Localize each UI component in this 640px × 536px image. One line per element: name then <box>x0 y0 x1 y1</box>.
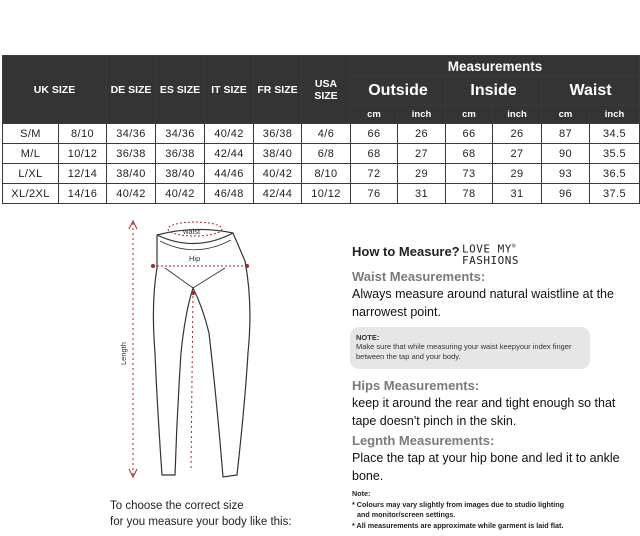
unit-header: cm <box>542 106 590 124</box>
table-cell: 93 <box>542 164 590 184</box>
fr-size-header: FR SIZE <box>254 56 302 124</box>
unit-header: cm <box>446 106 493 124</box>
table-cell: 14/16 <box>59 184 107 204</box>
length-label: Length <box>119 342 128 365</box>
unit-header: cm <box>351 106 398 124</box>
usa-size-header: USA SIZE <box>302 56 351 124</box>
table-cell: 44/46 <box>205 164 254 184</box>
table-cell: 68 <box>446 144 493 164</box>
table-cell: 37.5 <box>590 184 640 204</box>
footnote-line-2: and monitor/screen settings. <box>357 510 456 519</box>
table-cell: 42/44 <box>254 184 302 204</box>
header-row-top <box>3 56 640 77</box>
table-cell: 36/38 <box>254 124 302 144</box>
table-cell: 35.5 <box>590 144 640 164</box>
table-cell: 38/40 <box>156 164 205 184</box>
caption-line-1: To choose the correct size <box>110 500 244 512</box>
table-cell: 26 <box>398 124 446 144</box>
table-cell: 27 <box>493 144 542 164</box>
table-cell: 4/6 <box>302 124 351 144</box>
table-cell: 68 <box>351 144 398 164</box>
table-cell: 73 <box>446 164 493 184</box>
footnote <box>352 489 637 531</box>
table-cell: 66 <box>351 124 398 144</box>
table-row <box>3 164 640 184</box>
outside-header: Outside <box>351 77 446 106</box>
brand-logo <box>462 241 519 266</box>
footnote-title: Note: <box>352 489 371 498</box>
table-cell: 38/40 <box>107 164 156 184</box>
hips-section-text: keep it around the rear and tight enough so that tape doesn't pinch in the skin. <box>352 396 616 428</box>
note-text: Make sure that while measuring your waist keepyour index finger between the tap and your body. <box>356 342 572 361</box>
table-cell: 8/10 <box>302 164 351 184</box>
table-cell: 72 <box>351 164 398 184</box>
caption-line-2: for you measure your body like this: <box>110 516 292 528</box>
figure-caption <box>110 498 292 530</box>
de-size-header: DE SIZE <box>107 56 156 124</box>
table-cell: 34/36 <box>107 124 156 144</box>
hips-section-title: Hips Measurements: <box>352 378 480 393</box>
size-table-body <box>3 124 640 204</box>
footnote-line-1: * Colours may vary slightly from images due to studio lighting <box>352 499 565 509</box>
table-cell: XL/2XL <box>3 184 59 204</box>
table-cell: 27 <box>398 144 446 164</box>
unit-header: inch <box>398 106 446 124</box>
table-cell: 36/38 <box>156 144 205 164</box>
table-cell: 10/12 <box>59 144 107 164</box>
table-cell: 78 <box>446 184 493 204</box>
logo-mark: ® <box>511 243 516 250</box>
table-cell: 96 <box>542 184 590 204</box>
waist-label: waist <box>183 227 201 236</box>
table-cell: 8/10 <box>59 124 107 144</box>
table-cell: 36.5 <box>590 164 640 184</box>
it-size-header: IT SIZE <box>205 56 254 124</box>
table-cell: 6/8 <box>302 144 351 164</box>
table-cell: 76 <box>351 184 398 204</box>
table-cell: 40/42 <box>156 184 205 204</box>
table-cell: 42/44 <box>205 144 254 164</box>
note-box <box>350 327 590 369</box>
table-row <box>3 144 640 164</box>
table-cell: 12/14 <box>59 164 107 184</box>
hip-label: Hip <box>189 254 201 263</box>
table-cell: 46/48 <box>205 184 254 204</box>
unit-header: inch <box>590 106 640 124</box>
length-section-title: Legnth Measurements: <box>352 433 495 448</box>
how-to-measure-title: How to Measure? <box>352 244 460 259</box>
unit-header: inch <box>493 106 542 124</box>
table-cell: 34.5 <box>590 124 640 144</box>
table-cell: 40/42 <box>107 184 156 204</box>
table-cell: M/L <box>3 144 59 164</box>
uk-size-header: UK SIZE <box>3 56 107 124</box>
logo-line-2: FASHIONS <box>462 253 519 267</box>
table-cell: 34/36 <box>156 124 205 144</box>
note-title: NOTE: <box>356 333 380 342</box>
es-size-header: ES SIZE <box>156 56 205 124</box>
table-cell: 40/42 <box>254 164 302 184</box>
table-cell: 38/40 <box>254 144 302 164</box>
table-cell: 90 <box>542 144 590 164</box>
measurements-header: Measurements <box>351 56 640 77</box>
table-cell: 10/12 <box>302 184 351 204</box>
waist-section-text: Always measure around natural waistline at the narrowest point. <box>352 287 614 319</box>
table-cell: 29 <box>493 164 542 184</box>
size-chart-table <box>2 55 640 204</box>
table-row <box>3 124 640 144</box>
table-cell: 31 <box>493 184 542 204</box>
trousers-figure <box>105 213 315 488</box>
table-row <box>3 184 640 204</box>
waist-header: Waist <box>542 77 640 106</box>
logo-line-1: LOVE MY <box>462 242 512 256</box>
footnote-line-3: * All measurements are approximate while garment is laid flat. <box>352 520 564 530</box>
inside-header: Inside <box>446 77 542 106</box>
table-cell: 36/38 <box>107 144 156 164</box>
table-cell: L/XL <box>3 164 59 184</box>
table-cell: 26 <box>493 124 542 144</box>
table-cell: 31 <box>398 184 446 204</box>
table-cell: S/M <box>3 124 59 144</box>
table-cell: 87 <box>542 124 590 144</box>
waist-section-title: Waist Measurements: <box>352 269 486 284</box>
table-cell: 66 <box>446 124 493 144</box>
table-cell: 29 <box>398 164 446 184</box>
length-section-text: Place the tap at your hip bone and led it to ankle bone. <box>352 451 620 483</box>
table-cell: 40/42 <box>205 124 254 144</box>
